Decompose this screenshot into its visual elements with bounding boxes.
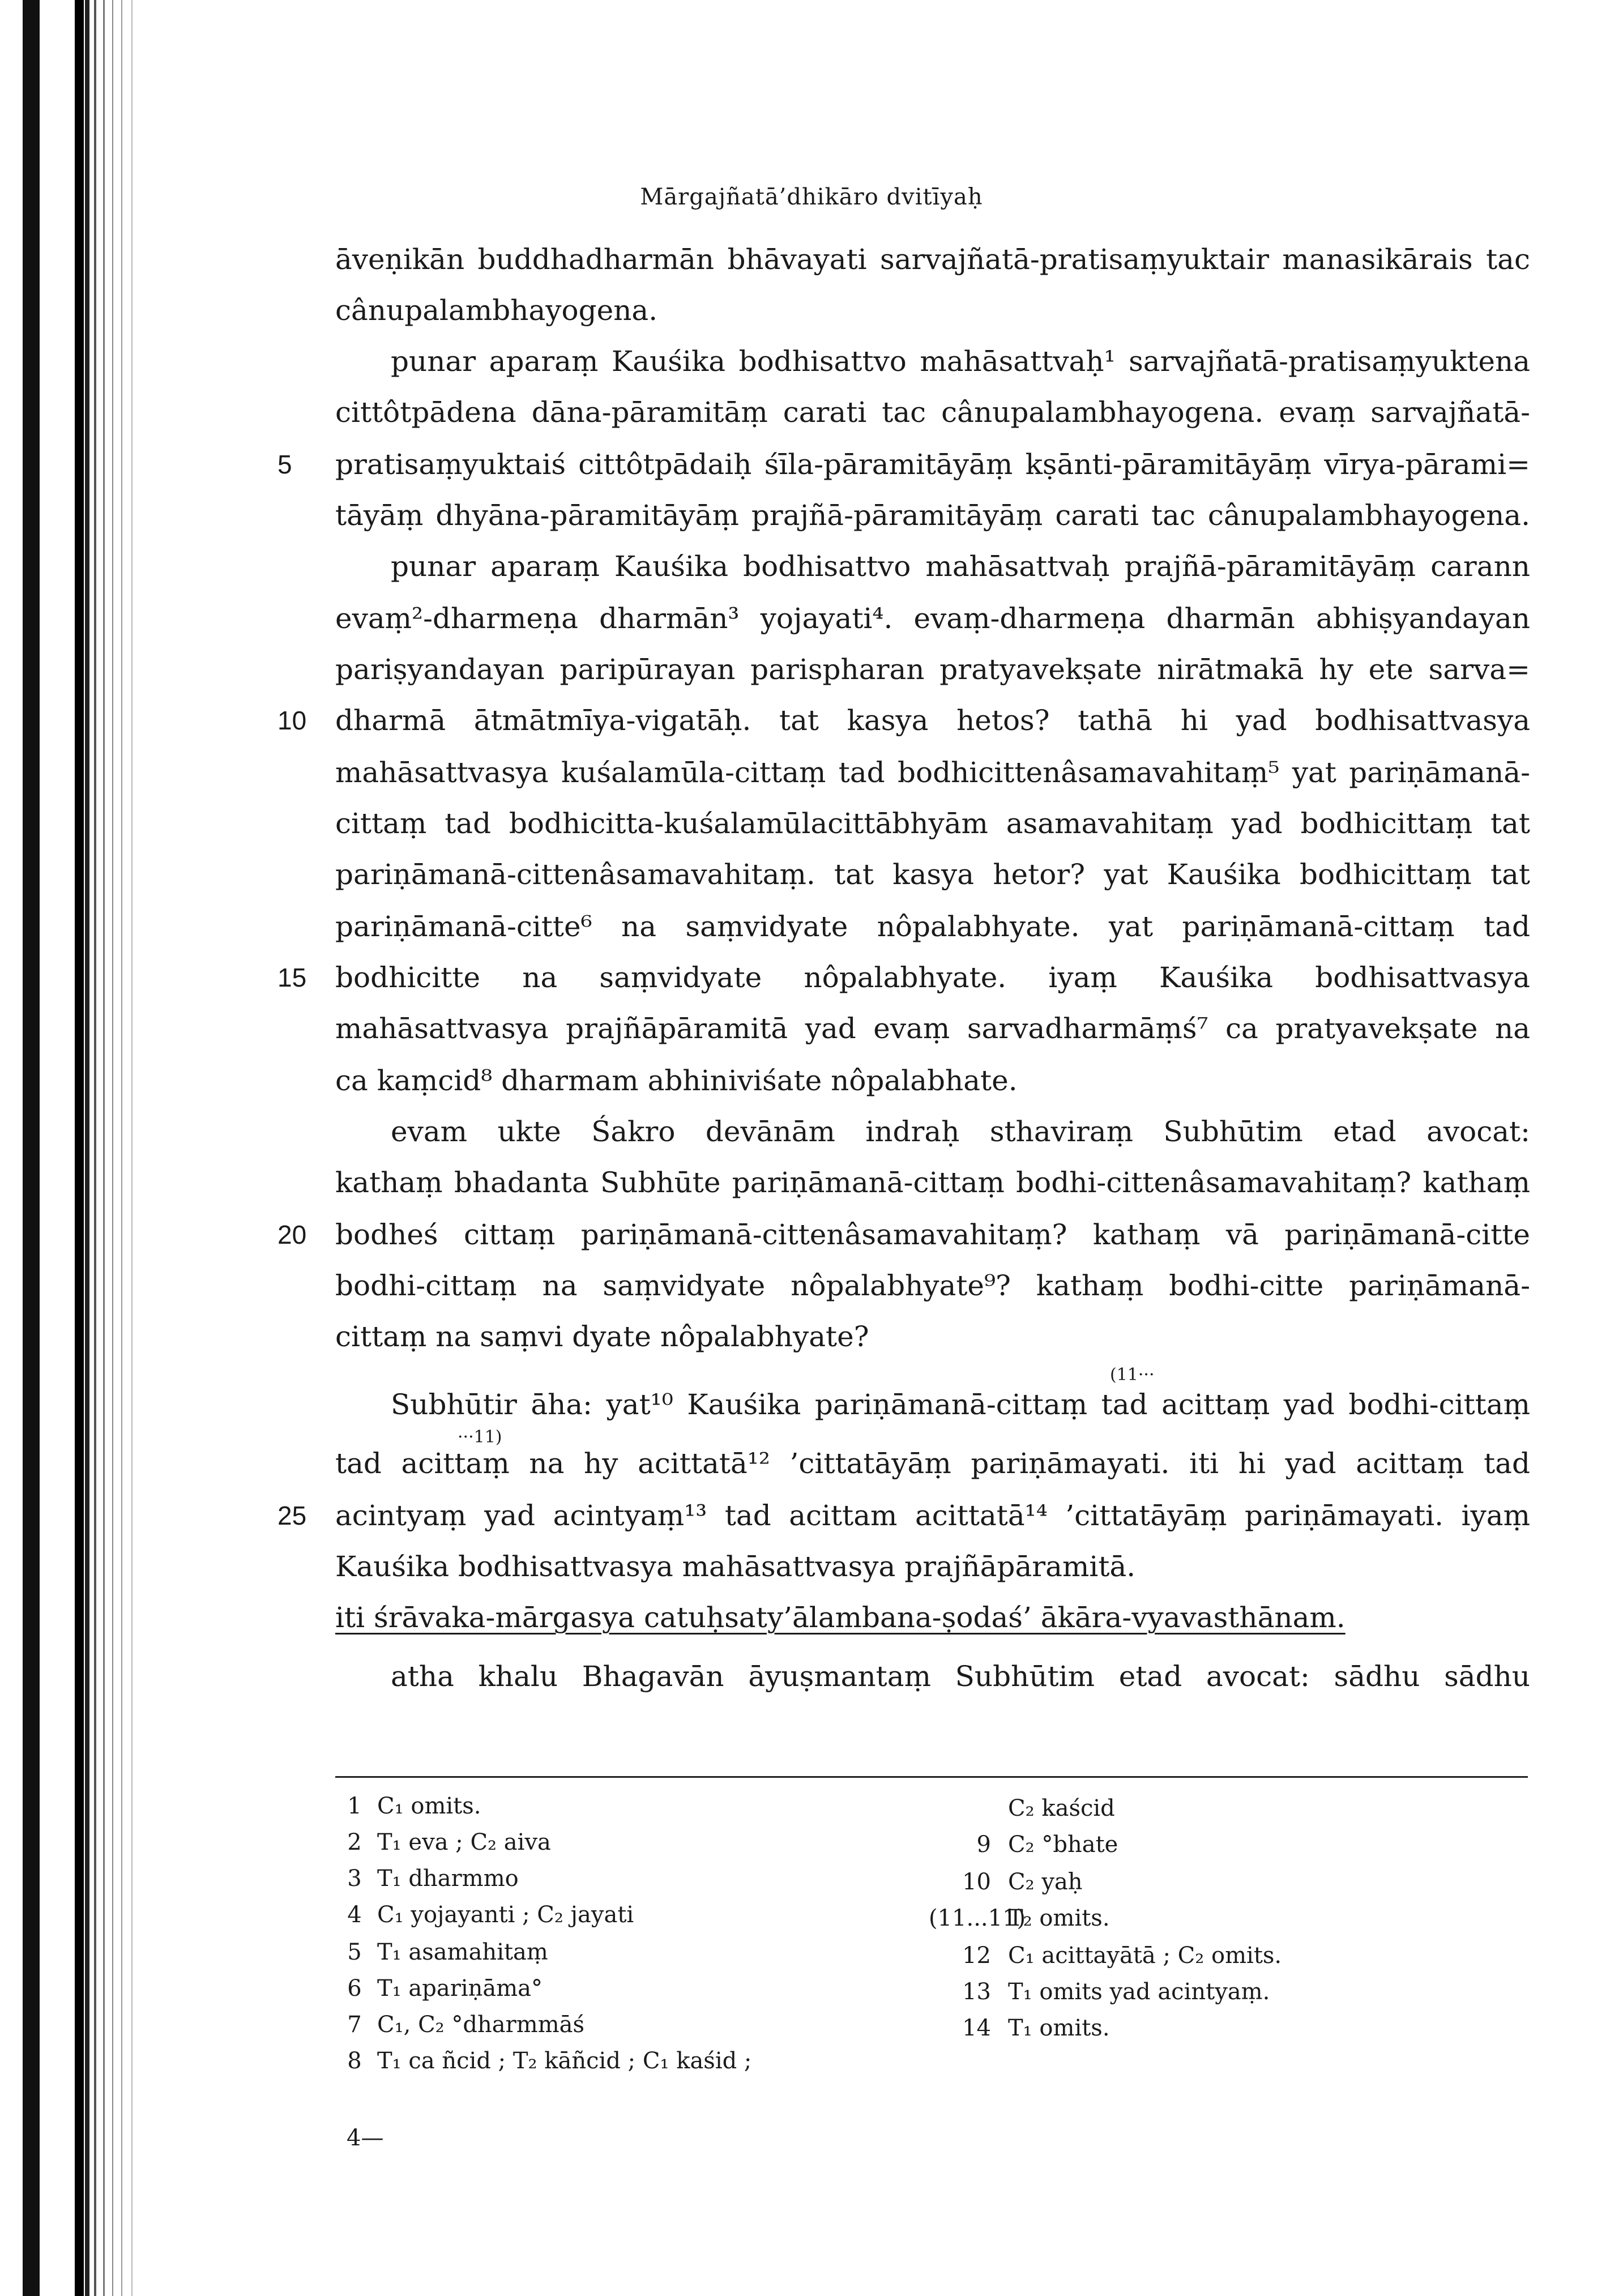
footnote xyxy=(332,1864,519,1893)
footnote-number: 14 xyxy=(962,2015,991,2041)
footnote xyxy=(929,1904,1110,1932)
body-line: acintyaṃ yad acintyaṃ¹³ tad acittam acittatā¹⁴ ’cittatāyāṃ pariṇāmayati. iyaṃ xyxy=(335,1499,1530,1532)
body-line: punar aparaṃ Kauśika bodhisattvo mahāsattvaḥ¹ sarvajñatā-pratisaṃyuktena xyxy=(391,345,1530,378)
line-number: 25 xyxy=(277,1501,307,1530)
footnote-text: C₂ °bhate xyxy=(1008,1832,1118,1858)
section-colophon: iti śrāvaka-mārgasya catuḥsaty’ālambana-ṣodaś’ ākāra-vyavasthānam. xyxy=(335,1601,1346,1634)
footnote xyxy=(929,1868,1083,1896)
body-line: dharmā ātmātmīya-vigatāḥ. tat kasya hetos? tathā hi yad bodhisattvasya xyxy=(335,704,1530,737)
footnote-number: 2 xyxy=(347,1829,362,1855)
body-line: Kauśika bodhisattvasya mahāsattvasya prajñāpāramitā. xyxy=(335,1550,1136,1583)
footnote-number: 10 xyxy=(962,1869,991,1895)
footnote-text: T₁ omits yad acintyaṃ. xyxy=(1008,1979,1270,2005)
line-number: 5 xyxy=(277,450,292,479)
footnote xyxy=(332,2011,584,2039)
body-line: bodhicitte na saṃvidyate nôpalabhyate. iyaṃ Kauśika bodhisattvasya xyxy=(335,961,1530,994)
footnote xyxy=(332,1901,634,1929)
body-line: pariṇāmanā-cittenâsamavahitaṃ. tat kasya hetor? yat Kauśika bodhicittaṃ tat xyxy=(335,858,1530,891)
footnote-number: 12 xyxy=(962,1943,991,1969)
footnote-text: T₁ ca ñcid ; T₂ kāñcid ; C₁ kaśid ; xyxy=(377,2048,752,2074)
body-line: pratisaṃyuktaiś cittôtpādaiḥ śīla-pāramitāyāṃ kṣānti-pāramitāyāṃ vīrya-pārami= xyxy=(335,448,1530,481)
body-line: evam ukte Śakro devānām indraḥ sthaviraṃ Subhūtim etad avocat: xyxy=(391,1115,1530,1148)
footnote xyxy=(929,1794,1115,1823)
footnote-number: 3 xyxy=(347,1866,362,1892)
footnote-number: 1 xyxy=(347,1793,362,1819)
footnote xyxy=(332,1938,548,1966)
body-line: cittôtpādena dāna-pāramitāṃ carati tac cânupalambhayogena. evaṃ sarvajñatā- xyxy=(335,396,1530,429)
body-line: atha khalu Bhagavān āyuṣmantaṃ Subhūtim etad avocat: sādhu sādhu xyxy=(391,1660,1530,1693)
footnote-text: T₁ apariṇāma° xyxy=(377,1975,543,2001)
line-number: 15 xyxy=(277,963,307,992)
omission-marker-close: ···11) xyxy=(458,1427,502,1447)
footnote-number: 7 xyxy=(347,2012,362,2038)
footnote-text: C₁ acittayātā ; C₂ omits. xyxy=(1008,1943,1282,1969)
footnote-number: 5 xyxy=(347,1939,362,1965)
body-line: bodheś cittaṃ pariṇāmanā-cittenâsamavahitaṃ? kathaṃ vā pariṇāmanā-citte xyxy=(335,1218,1530,1251)
body-line: Subhūtir āha: yat¹⁰ Kauśika pariṇāmanā-cittaṃ tad acittaṃ yad bodhi-cittaṃ xyxy=(391,1388,1530,1421)
footnote xyxy=(332,2047,751,2075)
footnote-text: C₂ yaḥ xyxy=(1008,1869,1083,1895)
body-line: tad acittaṃ na hy acittatā¹² ’cittatāyāṃ pariṇāmayati. iti hi yad acittaṃ tad xyxy=(335,1447,1530,1480)
footnote-text: T₁ eva ; C₂ aiva xyxy=(377,1829,551,1855)
footnote-number: 9 xyxy=(976,1832,991,1858)
footnote xyxy=(332,1974,543,2003)
footnote-number: 13 xyxy=(962,1979,991,2005)
footnote-text: T₁ omits. xyxy=(1008,2015,1110,2041)
line-number: 10 xyxy=(277,706,307,735)
footnote-text: C₁ omits. xyxy=(377,1793,481,1819)
page-number: 4— xyxy=(347,2125,384,2151)
footnote-text: T₁ dharmmo xyxy=(377,1866,519,1892)
body-line: mahāsattvasya kuśalamūla-cittaṃ tad bodhicittenâsamavahitaṃ⁵ yat pariṇāmanā- xyxy=(335,756,1530,789)
running-title: Mārgajñatā’dhikāro dvitīyaḥ xyxy=(640,184,983,210)
body-line: punar aparaṃ Kauśika bodhisattvo mahāsattvaḥ prajñā-pāramitāyāṃ carann xyxy=(391,550,1530,583)
body-line: tāyāṃ dhyāna-pāramitāyāṃ prajñā-pāramitāyāṃ carati tac cânupalambhayogena. xyxy=(335,499,1530,532)
footnote xyxy=(332,1828,551,1857)
footnote-text: C₁ yojayanti ; C₂ jayati xyxy=(377,1902,634,1928)
footnote xyxy=(929,1830,1118,1859)
body-line: pariṇāmanā-citte⁶ na saṃvidyate nôpalabhyate. yat pariṇāmanā-cittaṃ tad xyxy=(335,910,1530,943)
scan-edge xyxy=(0,0,159,2296)
footnote-number: 8 xyxy=(347,2048,362,2074)
footnote xyxy=(332,1792,481,1820)
body-line: ca kaṃcid⁸ dharmam abhiniviśate nôpalabhate. xyxy=(335,1064,1018,1097)
footnote xyxy=(929,2014,1110,2042)
line-number: 20 xyxy=(277,1220,307,1249)
body-line: mahāsattvasya prajñāpāramitā yad evaṃ sarvadharmāṃś⁷ ca pratyavekṣate na xyxy=(335,1012,1530,1045)
footnote xyxy=(929,1978,1270,2006)
footnote-number: 6 xyxy=(347,1975,362,2001)
body-line: evaṃ²-dharmeṇa dharmān³ yojayati⁴. evaṃ-dharmeṇa dharmān abhiṣyandayan xyxy=(335,602,1530,635)
body-line: cânupalambhayogena. xyxy=(335,294,658,327)
footnote-rule xyxy=(335,1776,1528,1778)
footnote-text: C₁, C₂ °dharmmāś xyxy=(377,2012,584,2038)
footnote-text: C₂ kaścid xyxy=(1008,1795,1115,1821)
footnote xyxy=(929,1941,1282,1970)
body-line: bodhi-cittaṃ na saṃvidyate nôpalabhyate⁹? kathaṃ bodhi-citte pariṇāmanā- xyxy=(335,1269,1530,1302)
footnote-text: T₁ asamahitaṃ xyxy=(377,1939,548,1965)
omission-marker-open: (11··· xyxy=(1110,1365,1155,1385)
body-line: cittaṃ tad bodhicitta-kuśalamūlacittābhyām asamavahitaṃ yad bodhicittaṃ tat xyxy=(335,807,1530,840)
body-line: cittaṃ na saṃvi dyate nôpalabhyate? xyxy=(335,1320,869,1353)
footnote-text: T₂ omits. xyxy=(1008,1905,1110,1931)
body-line: pariṣyandayan paripūrayan parispharan pratyavekṣate nirātmakā hy ete sarva= xyxy=(335,653,1530,686)
footnote-number: 4 xyxy=(347,1902,362,1928)
body-line: āveṇikān buddhadharmān bhāvayati sarvajñatā-pratisaṃyuktair manasikārais tac xyxy=(335,243,1530,276)
body-line: kathaṃ bhadanta Subhūte pariṇāmanā-cittaṃ bodhi-cittenâsamavahitaṃ? kathaṃ xyxy=(335,1166,1530,1199)
footnote-number: (11...11) xyxy=(929,1905,1026,1931)
